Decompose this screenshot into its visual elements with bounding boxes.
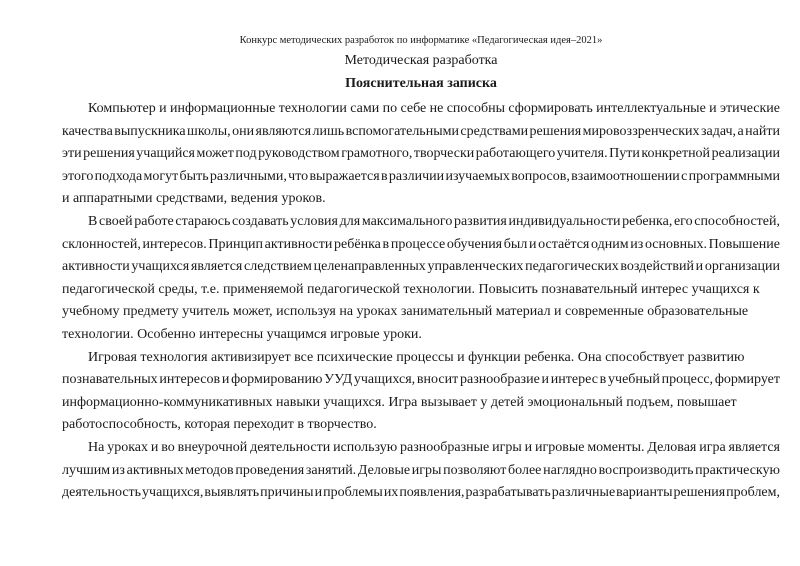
document-subtitle: Методическая разработка [344, 53, 498, 68]
paragraph-line: и аппаратными средствами, ведения уроков. [62, 191, 326, 207]
document-body [62, 98, 780, 505]
paragraph-line: На уроках и во внеурочной деятельности использую разнообразные игры и игровые моменты. Деловая игра является [88, 439, 780, 455]
paragraph-line: Компьютер и информационные технологии сами по себе не способны сформировать интеллектуальные и этические [88, 101, 780, 116]
paragraph [62, 437, 780, 505]
paragraph-line: этого подхода могут быть различными, что выражается в различии изучаемых вопросов, взаимоотношении с программными [62, 168, 780, 184]
document-title: Пояснительная записка [345, 76, 497, 91]
paragraph-line: Игровая технология активизирует все психические процессы и функции ребенка. Она способствует развитию [88, 349, 745, 365]
paragraph-line: качества выпускника школы, они являются лишь вспомогательными средствами решения мировоззренческих задач, а найти [62, 123, 780, 139]
paragraph [62, 347, 780, 437]
paragraph-line: деятельность учащихся, выявлять причины и проблемы их появления, разрабатывать различные варианты решения проблем, [62, 485, 780, 501]
paragraph-line: активности учащихся является следствием целенаправленных управленческих педагогических воздействий и организации [62, 259, 780, 275]
paragraph-line: учебному предмету учитель может, используя на уроках занимательный материал и современные образовательные [62, 304, 749, 320]
paragraph-line: В своей работе стараюсь создавать условия для максимального развития индивидуальности ребенка, его способностей, [88, 213, 780, 229]
paragraph [62, 98, 780, 211]
paragraph-line: эти решения учащийся может под руководством грамотного, творчески работающего учителя. Пути конкретной реализации [62, 146, 780, 162]
paragraph-line: работоспособность, которая переходит в творчество. [62, 417, 377, 433]
paragraph-line: педагогической среды, т.е. применяемой педагогической технологии. Повысить познавательный интерес учащихся к [62, 281, 760, 297]
paragraph-line: технологии. Особенно интересны учащимся игровые уроки. [62, 326, 422, 342]
paragraph-line: информационно-коммуникативных навыки учащихся. Игра вызывает у детей эмоциональный подъем, повышает [62, 394, 737, 410]
paragraph [62, 211, 780, 347]
paragraph-line: лучшим из активных методов проведения занятий. Деловые игры позволяют более наглядно воспроизводить практическую [62, 462, 780, 478]
document-header: Конкурс методических разработок по информатике «Педагогическая идея–2021» [239, 35, 603, 46]
paragraph-line: познавательных интересов и формированию УУД учащихся, вносит разнообразие и интерес в учебный процесс, формирует [62, 372, 780, 388]
paragraph-line: склонностей, интересов. Принцип активности ребёнка в процессе обучения был и остаётся одним из основных. Повышение [62, 236, 780, 252]
